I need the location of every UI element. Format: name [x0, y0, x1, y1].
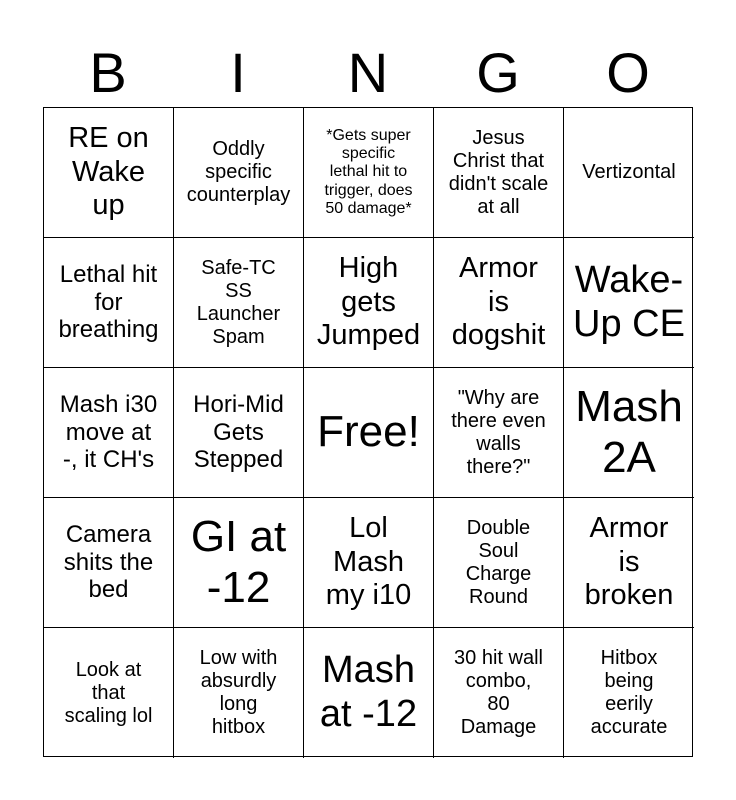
bingo-cell[interactable]: [304, 108, 434, 238]
cell-text: Armor is broken: [584, 512, 674, 612]
cell-text: Mash at -12: [319, 649, 418, 735]
cell-text: Mash 2A: [575, 381, 683, 482]
cell-text: "Why are there even walls there?": [451, 386, 546, 478]
bingo-cell[interactable]: [564, 498, 694, 628]
bingo-header: [43, 40, 693, 106]
cell-text: RE on Wake up: [68, 122, 149, 222]
bingo-cell[interactable]: [174, 628, 304, 758]
cell-text: Lol Mash my i10: [325, 512, 412, 612]
bingo-cell[interactable]: [434, 238, 564, 368]
bingo-cell[interactable]: [304, 498, 434, 628]
bingo-cell[interactable]: [174, 368, 304, 498]
bingo-cell[interactable]: [304, 628, 434, 758]
header-letter-o: O: [606, 41, 650, 104]
cell-text: Jesus Christ that didn't scale at all: [448, 126, 549, 218]
cell-text: Camera shits the bed: [63, 521, 154, 604]
cell-text: Low with absurdly long hitbox: [199, 647, 278, 738]
bingo-cell[interactable]: [434, 108, 564, 238]
header-letter-g: G: [476, 41, 520, 104]
header-letter-i: I: [230, 41, 246, 104]
bingo-cell[interactable]: [44, 368, 174, 498]
cell-text: Double Soul Charge Round: [465, 516, 532, 608]
cell-text: Oddly specific counterplay: [186, 138, 291, 206]
bingo-cell[interactable]: [44, 108, 174, 238]
cell-text: Mash i30 move at -, it CH's: [59, 391, 158, 474]
bingo-cell[interactable]: [434, 498, 564, 628]
cell-text: Wake- Up CE: [573, 258, 685, 345]
cell-text: Vertizontal: [582, 161, 676, 183]
header-letter-n: N: [347, 41, 389, 104]
bingo-cell[interactable]: [44, 628, 174, 758]
bingo-cell[interactable]: [564, 628, 694, 758]
bingo-cell[interactable]: [174, 498, 304, 628]
bingo-cell[interactable]: [174, 238, 304, 368]
cell-text: 30 hit wall combo, 80 Damage: [454, 647, 543, 738]
cell-text: Hitbox being eerily accurate: [590, 647, 668, 738]
cell-text: Look at that scaling lol: [64, 658, 153, 727]
bingo-cell[interactable]: [174, 108, 304, 238]
free-space-text: Free!: [317, 407, 420, 457]
cell-text: Hori-Mid Gets Stepped: [193, 391, 284, 474]
bingo-cell[interactable]: [434, 368, 564, 498]
bingo-cell[interactable]: [564, 108, 694, 238]
bingo-board: [43, 107, 693, 757]
cell-text: Armor is dogshit: [451, 252, 546, 352]
header-letter-b: B: [89, 41, 127, 104]
bingo-cell[interactable]: [304, 238, 434, 368]
cell-text: Lethal hit for breathing: [58, 261, 159, 344]
cell-text: High gets Jumped: [316, 252, 421, 352]
cell-text: Safe-TC SS Launcher Spam: [196, 256, 281, 348]
free-space-cell[interactable]: [304, 368, 434, 498]
bingo-cell[interactable]: [564, 238, 694, 368]
bingo-cell[interactable]: [434, 628, 564, 758]
cell-text: *Gets super specific lethal hit to trigger, does 50 damage*: [324, 126, 413, 218]
cell-text: GI at -12: [190, 511, 287, 612]
bingo-cell[interactable]: [44, 498, 174, 628]
bingo-cell[interactable]: [44, 238, 174, 368]
bingo-cell[interactable]: [564, 368, 694, 498]
